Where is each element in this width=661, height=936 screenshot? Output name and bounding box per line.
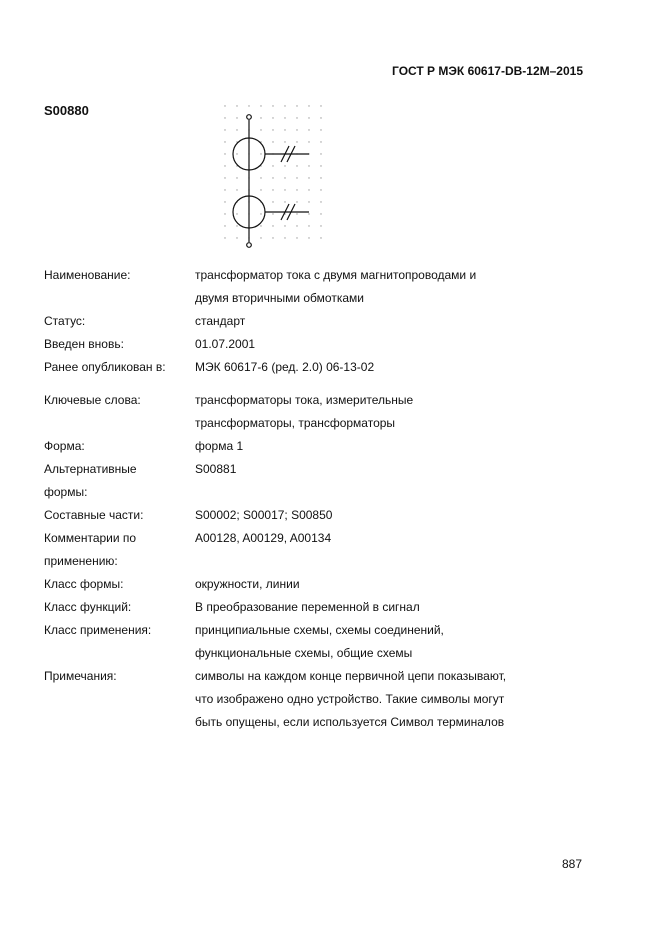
field-label: Примечания:	[44, 669, 117, 683]
field-value: принципиальные схемы, схемы соединений, функциональные схемы, общие схемы	[195, 623, 444, 660]
field-label: Комментарии по применению:	[44, 531, 137, 568]
field-value: S00881	[195, 462, 237, 476]
field-value: трансформатор тока с двумя магнитопроводами и двумя вторичными обмотками	[195, 268, 477, 305]
field-value: форма 1	[195, 439, 244, 453]
field-label: Ранее опубликован в:	[44, 360, 166, 374]
field-value: стандарт	[195, 314, 246, 328]
document-standard-header: ГОСТ Р МЭК 60617-DB-12М–2015	[392, 64, 583, 78]
field-value: МЭК 60617-6 (ред. 2.0) 06-13-02	[195, 360, 375, 374]
field-label: Класс формы:	[44, 577, 124, 591]
grid-dots	[224, 105, 321, 238]
field-label: Ключевые слова:	[44, 393, 141, 407]
field-value: B преобразование переменной в сигнал	[195, 600, 420, 614]
field-label: Класс применения:	[44, 623, 152, 637]
field-value: символы на каждом конце первичной цепи показывают, что изображено одно устройство. Такие символы могут быть опущены, если используется Символ терминалов	[195, 669, 507, 729]
field-label: Форма:	[44, 439, 85, 453]
field-value: окружности, линии	[195, 577, 300, 591]
field-label: Класс функций:	[44, 600, 132, 614]
field-label: Статус:	[44, 314, 86, 328]
field-value: A00128, A00129, A00134	[195, 531, 332, 545]
page-number: 887	[561, 857, 582, 871]
field-label: Альтернативные формы:	[44, 462, 137, 499]
symbol-figure	[215, 102, 327, 257]
field-value: S00002; S00017; S00850	[195, 508, 333, 522]
field-label: Наименование:	[44, 268, 131, 282]
terminal-bottom	[247, 243, 252, 248]
terminal-top	[247, 115, 252, 120]
field-label: Введен вновь:	[44, 337, 124, 351]
field-value: 01.07.2001	[195, 337, 256, 351]
current-transformer-two-cores-icon	[215, 102, 327, 252]
field-label: Составные части:	[44, 508, 144, 522]
symbol-code: S00880	[44, 103, 89, 118]
field-value: трансформаторы тока, измерительные трансформаторы, трансформаторы	[195, 393, 414, 430]
